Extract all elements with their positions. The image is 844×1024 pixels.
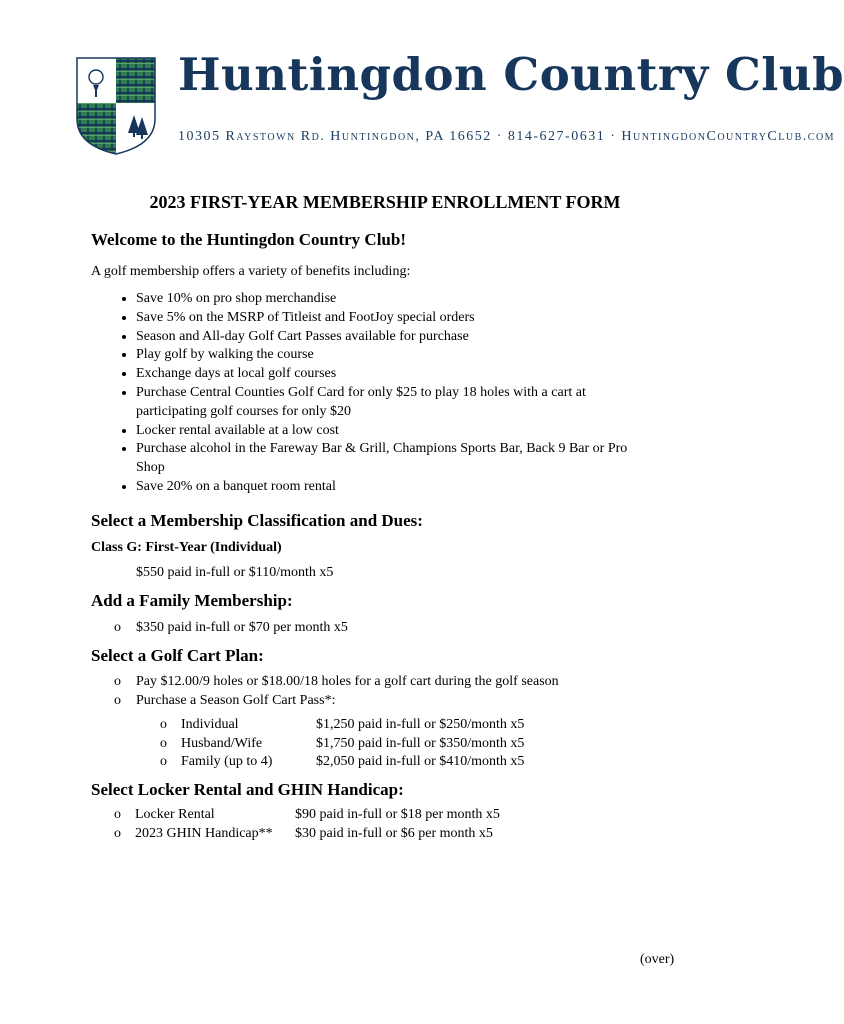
benefits-list — [91, 290, 656, 497]
season-pass-label: Husband/Wife — [181, 735, 263, 751]
season-pass-price: $1,750 paid in-full or $350/month x5 — [316, 735, 525, 751]
season-pass-option[interactable] — [160, 716, 525, 735]
season-pass-options — [160, 716, 525, 772]
benefit-item: • Save 10% on pro shop merchandise — [136, 290, 656, 309]
benefit-item: • Save 5% on the MSRP of Titleist and FootJoy special orders — [136, 309, 656, 328]
locker-ghin-heading: Select Locker Rental and GHIN Handicap: — [91, 780, 404, 799]
season-pass-option[interactable] — [160, 735, 525, 754]
benefit-item: • Play golf by walking the course — [136, 346, 656, 365]
ghin-option-label: 2023 GHIN Handicap** — [135, 825, 273, 841]
golf-cart-heading: Select a Golf Cart Plan: — [91, 646, 264, 665]
season-pass-price: $2,050 paid in-full or $410/month x5 — [316, 754, 525, 769]
benefit-item: • Season and All-day Golf Cart Passes available for purchase — [136, 328, 656, 347]
locker-rental-option[interactable] — [114, 806, 500, 825]
locker-option-price: $90 paid in-full or $18 per month x5 — [295, 807, 500, 822]
class-g-label: Class G: First-Year (Individual) — [91, 540, 282, 555]
benefit-item: • Purchase alcohol in the Fareway Bar & Grill, Champions Sports Bar, Back 9 Bar or Pro Shop — [136, 440, 656, 478]
cart-option-pay-per-round[interactable]: o Pay $12.00/9 holes or $18.00/18 holes for a golf cart during the golf season — [114, 673, 559, 692]
locker-ghin-options — [114, 806, 500, 843]
family-membership-heading: Add a Family Membership: — [91, 591, 293, 610]
ghin-handicap-option[interactable] — [114, 825, 493, 844]
class-g-price: $550 paid in-full or $110/month x5 — [136, 565, 334, 580]
welcome-heading: Welcome to the Huntingdon Country Club! — [91, 230, 406, 249]
benefits-intro: A golf membership offers a variety of benefits including: — [91, 264, 411, 279]
family-membership-options — [114, 619, 348, 638]
season-pass-option[interactable] — [160, 753, 525, 772]
club-address-line: 10305 Raystown Rd. Huntingdon, PA 16652 · 814-627-0631 · HuntingdonCountryClub.com — [178, 129, 836, 144]
cart-option-season-pass[interactable]: o Purchase a Season Golf Cart Pass*: — [114, 692, 559, 711]
benefit-item: • Save 20% on a banquet room rental — [136, 478, 656, 497]
golf-cart-options — [114, 673, 559, 710]
season-pass-price: $1,250 paid in-full or $250/month x5 — [316, 717, 525, 732]
benefit-item: • Purchase Central Counties Golf Card for only $25 to play 18 holes with a cart at participating golf courses for only $20 — [136, 384, 656, 422]
locker-option-label: Locker Rental — [135, 807, 215, 822]
classification-heading: Select a Membership Classification and Dues: — [91, 511, 423, 530]
club-name-logotype: Huntingdon Country Club — [178, 48, 844, 101]
ghin-option-price: $30 paid in-full or $6 per month x5 — [295, 825, 493, 841]
page-over-note: (over) — [640, 952, 675, 967]
season-pass-label: Family (up to 4) — [181, 754, 273, 769]
benefit-item: • Locker rental available at a low cost — [136, 422, 656, 441]
family-membership-option[interactable]: o $350 paid in-full or $70 per month x5 — [114, 619, 348, 638]
season-pass-label: Individual — [181, 717, 239, 732]
benefit-item: • Exchange days at local golf courses — [136, 365, 656, 384]
club-crest-logo — [76, 57, 156, 155]
form-title: 2023 FIRST-YEAR MEMBERSHIP ENROLLMENT FORM — [149, 192, 621, 212]
